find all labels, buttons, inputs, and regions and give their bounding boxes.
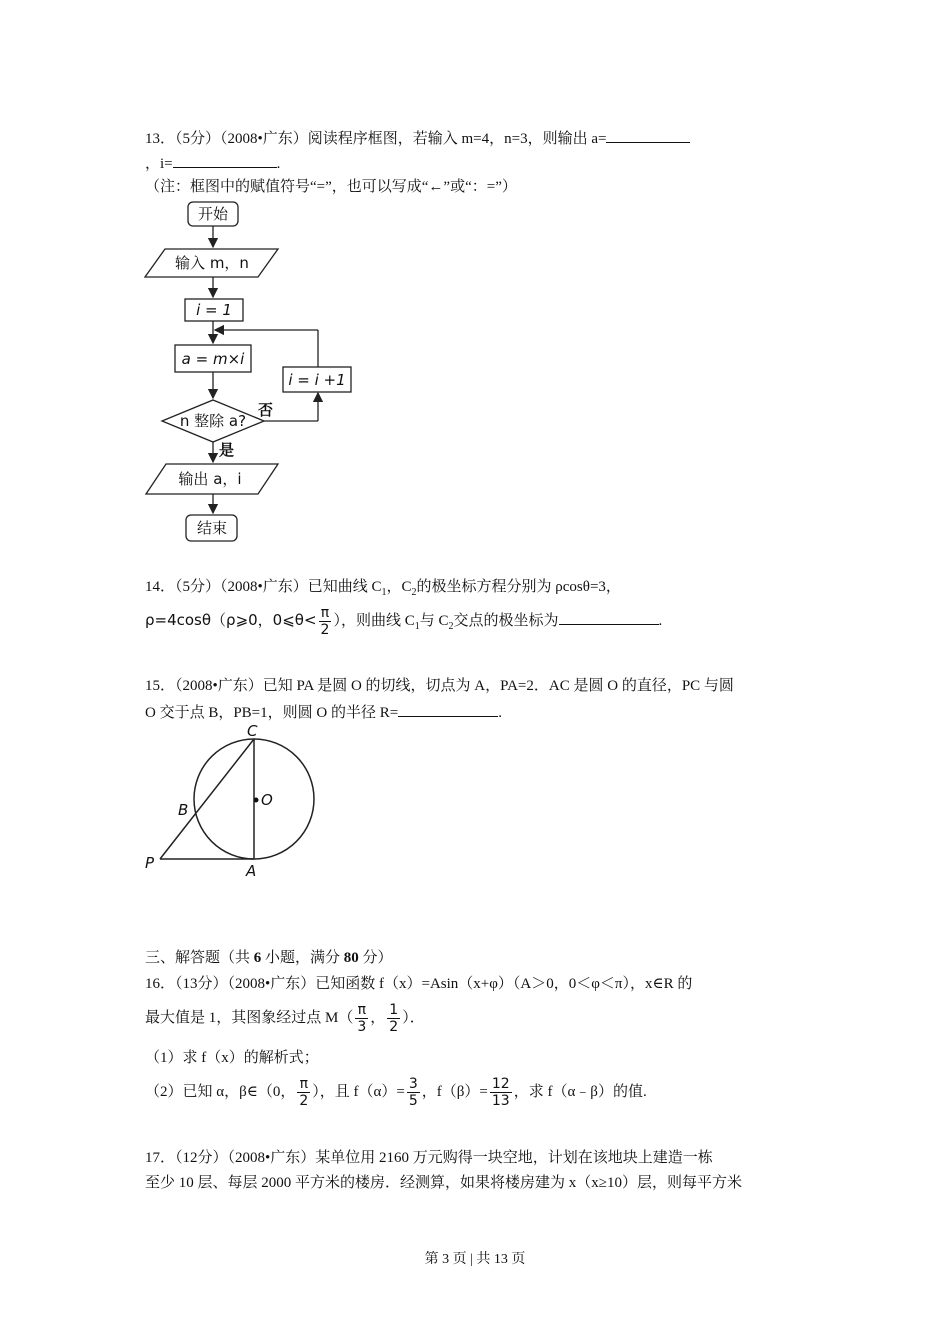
circle-diagram <box>140 718 325 883</box>
flow-input-label: 输入 m，n <box>175 254 249 272</box>
flow-increment-label: i = i +1 <box>288 371 346 389</box>
section-heading: 三、解答题（共 6 小题，满分 80 分） <box>145 950 393 966</box>
q17-line1: 17．（12分）（2008•广东）某单位用 2160 万元购得一块空地，计划在该地块上建造一栋 <box>145 1150 713 1166</box>
flow-yes-label: 是 <box>219 441 235 459</box>
q15-line2: O 交于点 B，PB=1，则圆 O 的半径 R= . <box>145 701 502 723</box>
flow-decision-label: n 整除 a? <box>179 412 247 430</box>
q16-line2: 最大值是 1，其图象经过点 M（ $\frac{\pi}{3}$ ， $\frac{1}{2}$ ）． <box>145 1002 425 1036</box>
answer-blank-i <box>173 152 277 168</box>
q16-frac-pi3: $\frac{\pi}{3}$ <box>357 1002 367 1036</box>
flow-assign-label: a = m×i <box>181 350 245 368</box>
answer-blank-radius <box>398 701 498 717</box>
flow-end-label: 结束 <box>196 519 228 537</box>
center-point <box>254 798 259 803</box>
q13-note: （注：框图中的赋值符号“=”，也可以写成“←”或“：=”） <box>145 179 517 195</box>
q14-line1: 14．（5分）（2008•广东）已知曲线 $C_1$，$C_2$的极坐标方程分别为 ρcosθ=3， <box>145 579 621 598</box>
label-O: O <box>261 791 273 809</box>
q16-frac-pi2: $\frac{\pi}{2}$ <box>299 1076 309 1110</box>
q16-frac-half: $\frac{1}{2}$ <box>389 1002 399 1036</box>
q15-line1: 15．（2008•广东）已知 PA 是圆 O 的切线，切点为 A，PA=2．AC 是圆 O 的直径，PC 与圆 <box>145 678 734 694</box>
page-footer: 第 3 页 | 共 13 页 <box>424 1252 526 1267</box>
label-P: P <box>145 854 155 872</box>
flow-init-label: i = 1 <box>196 301 232 319</box>
q16-frac-12-13: $\frac{12}{13}$ <box>491 1076 510 1110</box>
q16-frac-3-5: $\frac{3}{5}$ <box>408 1076 418 1110</box>
q17-line2: 至少 10 层、每层 2000 平方米的楼房．经测算，如果将楼房建为 x（x≥10）层，则每平方米 <box>145 1175 742 1191</box>
flow-output-label: 输出 a，i <box>178 470 242 488</box>
q16-part1: （1）求 f（x）的解析式； <box>145 1050 319 1066</box>
label-C: C <box>247 722 258 740</box>
q14-fraction: $\frac{\pi}{2}$ <box>320 605 330 639</box>
flowchart <box>140 195 370 550</box>
q13-line2: ，i= . <box>145 152 280 174</box>
q16-part2: （2）已知 α，β∈（0， $\frac{\pi}{2}$ ），且 f（α）= $\frac{3}{5}$ ，f（β）= $\frac{12}{13}$ ，求 f（α﹣β）的值. <box>145 1076 647 1110</box>
label-B: B <box>178 801 189 819</box>
q16-line1: 16．（13分）（2008•广东）已知函数 f（x）=Asin（x+φ）（A＞0，0＜φ＜π），x∈R 的 <box>145 976 693 992</box>
answer-blank-polar <box>559 609 659 625</box>
q14-line2: ρ=4cosθ（ρ⩾0，0⩽θ< $\frac{\pi}{2}$ ），则曲线 $C_1$与 $C_2$交点的极坐标为 . <box>145 605 663 639</box>
answer-blank-a <box>606 127 690 143</box>
label-A: A <box>246 862 257 880</box>
flow-start-label: 开始 <box>197 205 229 223</box>
q13-line1: 13．（5分）（2008•广东）阅读程序框图，若输入 m=4，n=3，则输出 a= <box>145 127 690 149</box>
flow-no-label: 否 <box>258 401 274 419</box>
